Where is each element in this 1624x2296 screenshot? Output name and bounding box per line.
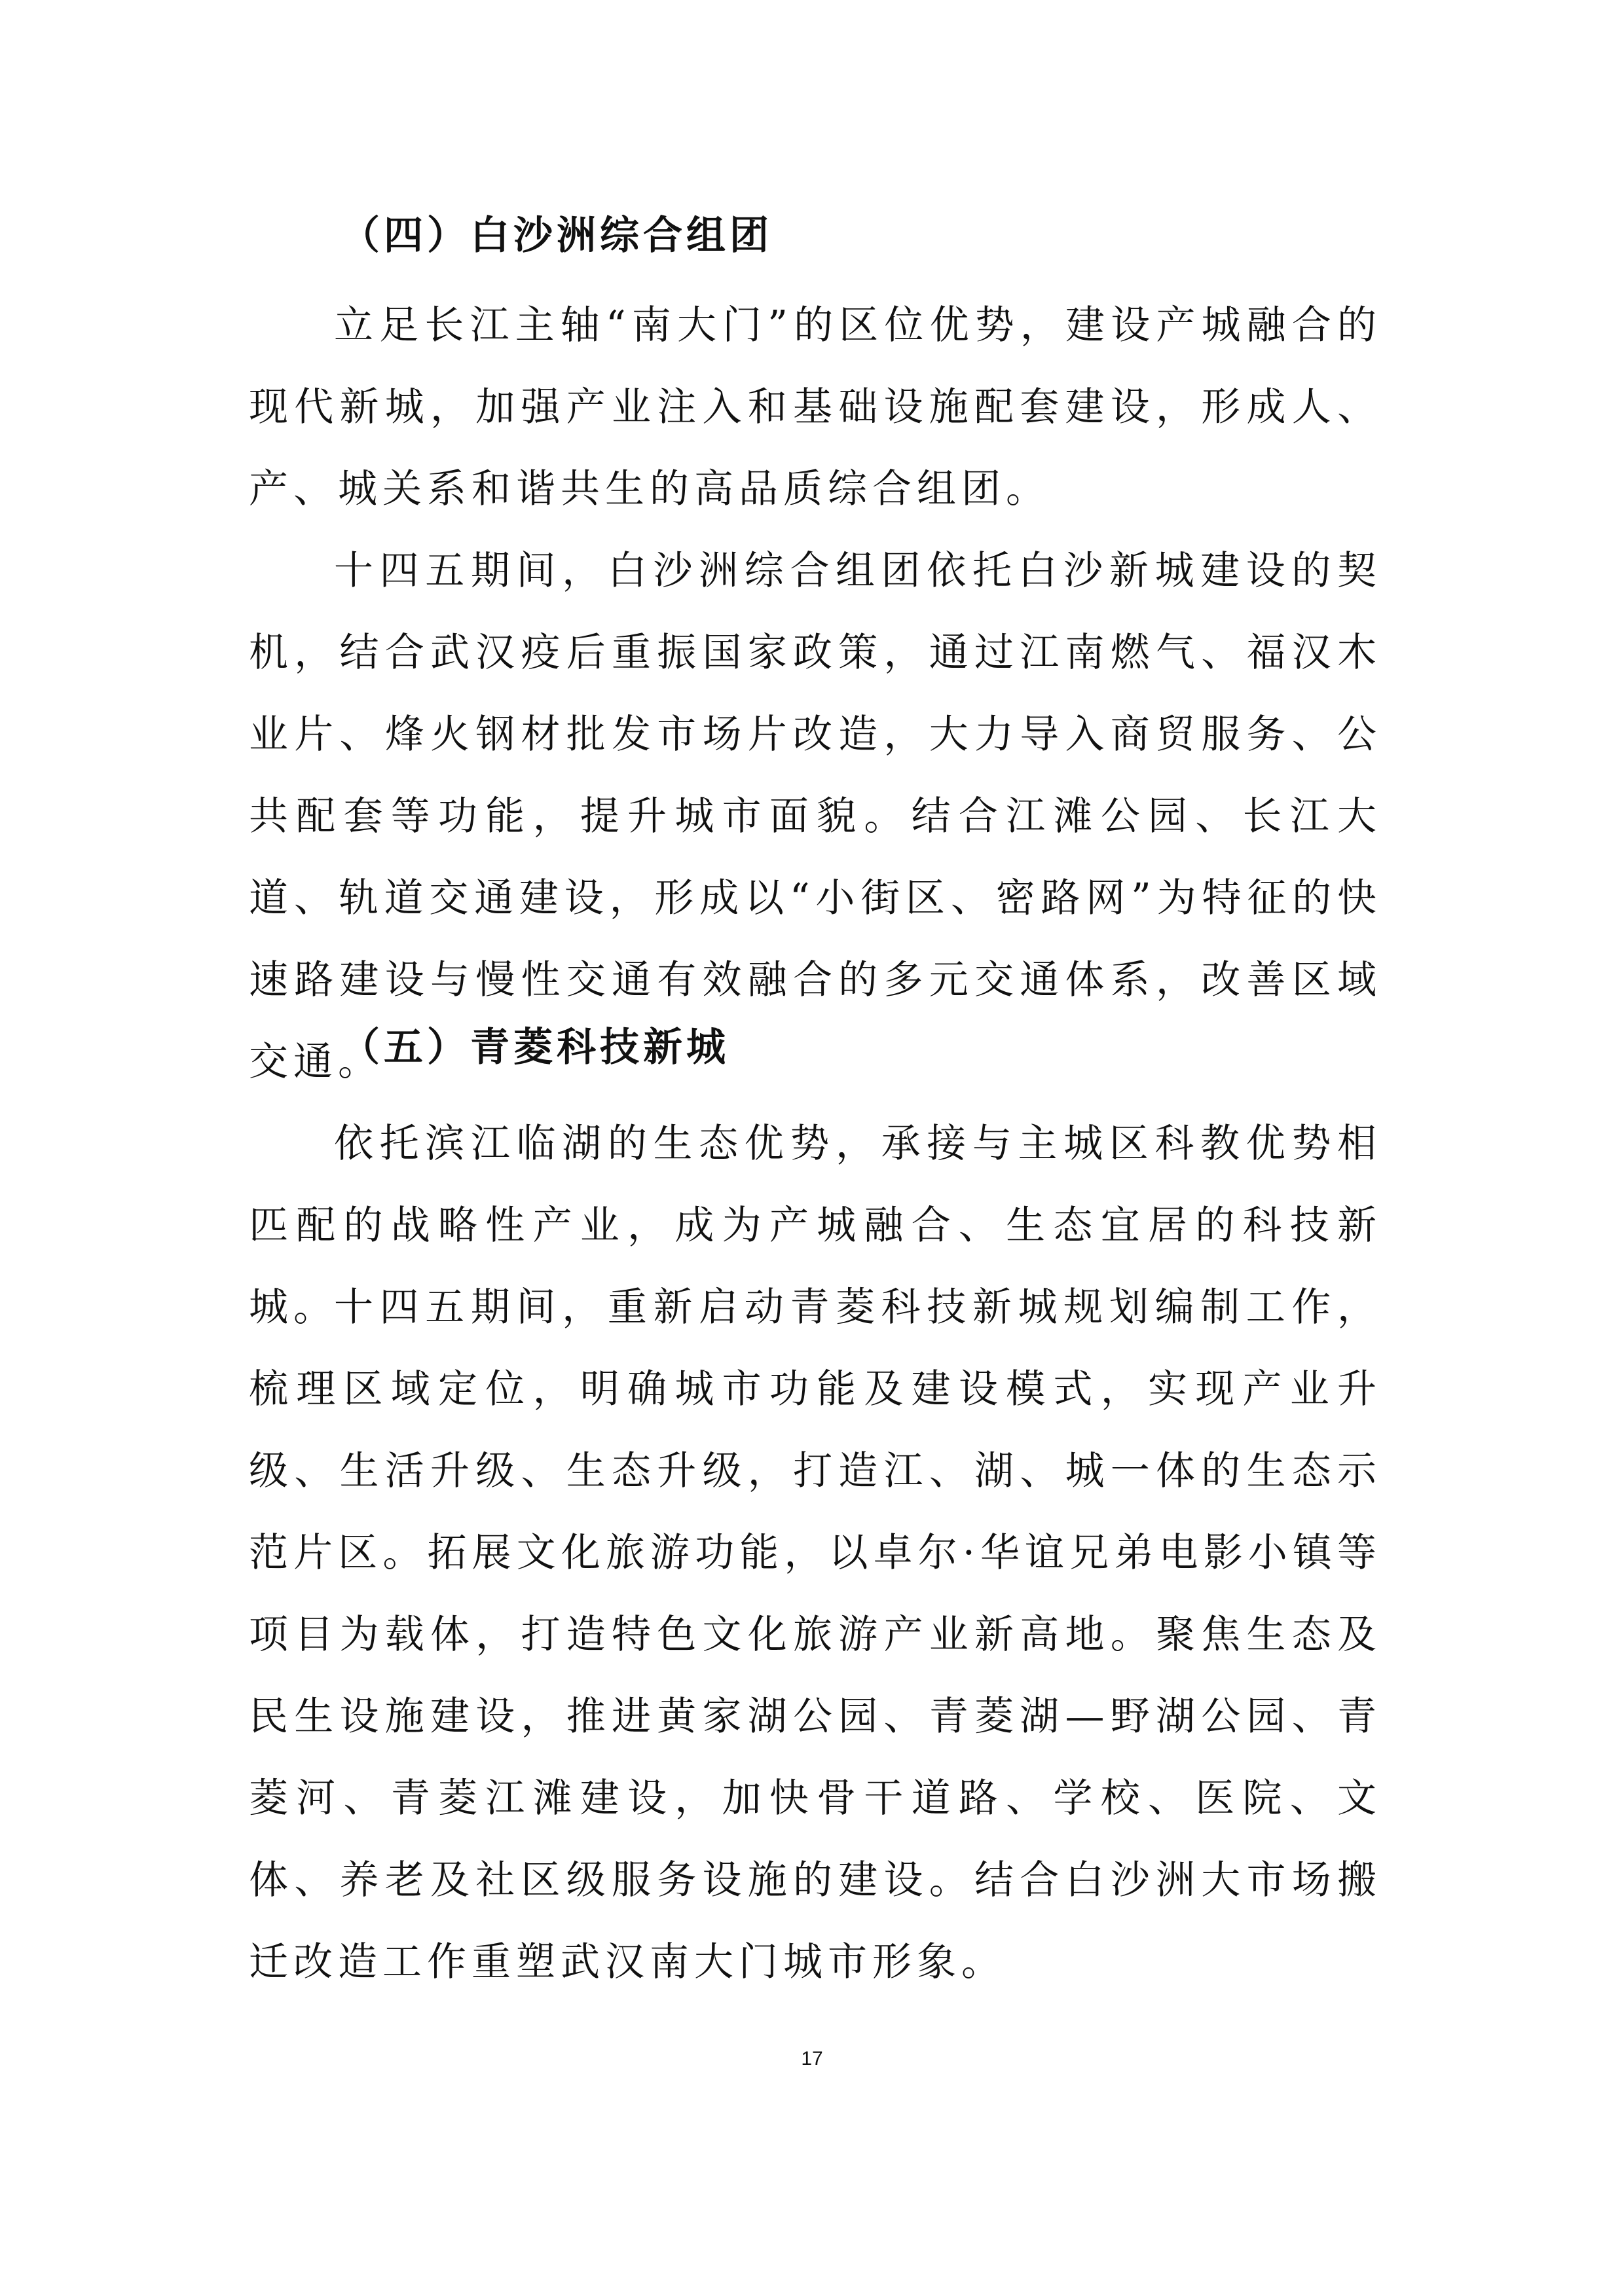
paragraph-baishazhou-plan: 十四五期间，白沙洲综合组团依托白沙新城建设的契机，结合武汉疫后重振国家政策，通过江南燃气、福汉木业片、烽火钢材批发市场片改造，大力导入商贸服务、公共配套等功能，提升城市面貌。结合江滩公园、长江大道、轨道交通建设，形成以“小街区、密路网”为特征的快速路建设与慢性交通有效融合的多元交通体系，改善区域交通。 (249, 548, 1382, 1085)
page-number: 17 (801, 2048, 823, 2069)
paragraph-baishazhou-overview: 立足长江主轴“南大门”的区位优势，建设产城融合的现代新城，加强产业注入和基础设施配套建设，形成人、产、城关系和谐共生的高品质综合组团。 (249, 302, 1382, 512)
paragraph-qingling-overview: 依托滨江临湖的生态优势，承接与主城区科教优势相匹配的战略性产业，成为产城融合、生态宜居的科技新城。 (249, 1121, 1382, 1330)
section-heading-qingling: （五）青菱科技新城 (341, 1025, 729, 1070)
section-heading-baishazhou: （四）白沙洲综合组团 (341, 213, 773, 259)
paragraph-qingling-plan: 十四五期间，重新启动青菱科技新城规划编制工作，梳理区域定位，明确城市功能及建设模式，实现产业升级、生活升级、生态升级，打造江、湖、城一体的生态示范片区。拓展文化旅游功能，以卓尔·华谊兄弟电影小镇等项目为载体，打造特色文化旅游产业新高地。聚焦生态及民生设施建设，推进黄家湖公园、青菱湖—野湖公园、青菱河、青菱江滩建设，加快骨干道路、学校、医院、文体、养老及社区级服务设施的建设。结合白沙洲大市场搬迁改造工作重塑武汉南大门城市形象。 (249, 1285, 1382, 1985)
